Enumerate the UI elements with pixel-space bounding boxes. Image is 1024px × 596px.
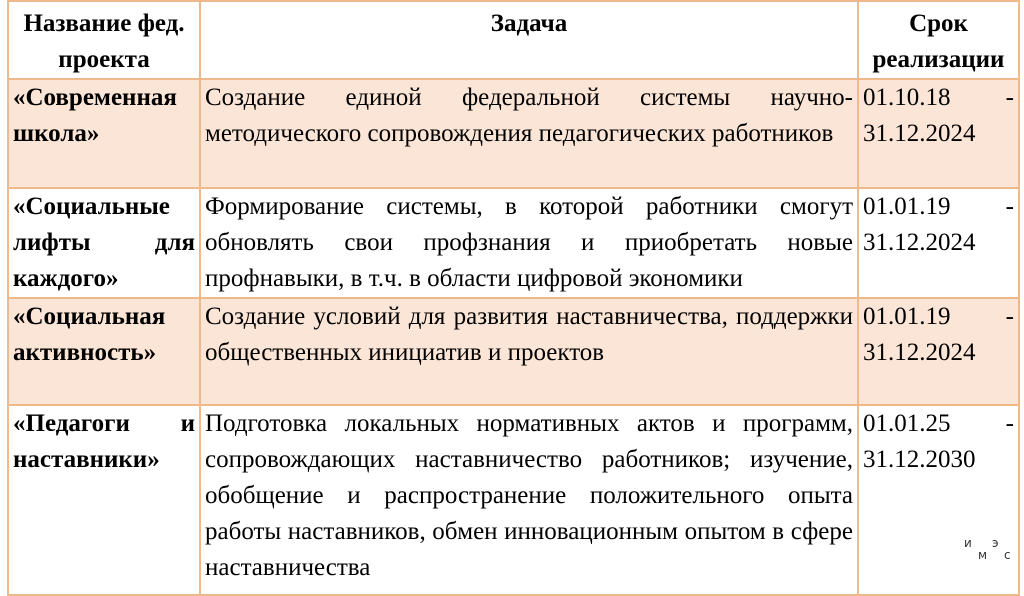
period-end: 31.12.2024 bbox=[863, 339, 976, 366]
project-period bbox=[858, 188, 1019, 298]
table-row bbox=[8, 298, 1019, 405]
period-end: 31.12.2024 bbox=[863, 120, 976, 147]
period-dash: - bbox=[1005, 193, 1014, 220]
period-start: 01.01.19 bbox=[863, 303, 951, 330]
project-name: «Педагоги и наставники» bbox=[8, 405, 200, 595]
imes-logo: и м э с bbox=[964, 536, 1011, 562]
project-period bbox=[858, 298, 1019, 405]
period-end: 31.12.2024 bbox=[863, 229, 976, 256]
period-dash: - bbox=[1005, 410, 1014, 437]
period-start: 01.01.25 bbox=[863, 410, 951, 437]
project-period bbox=[858, 405, 1019, 595]
table-row bbox=[8, 188, 1019, 298]
project-name: «Социальные лифты для каждого» bbox=[8, 188, 200, 298]
period-dash: - bbox=[1005, 84, 1014, 111]
header-task: Задача bbox=[200, 1, 858, 79]
header-period: Срок реализации bbox=[858, 1, 1019, 79]
header-row bbox=[8, 1, 1019, 79]
project-name: «Современная школа» bbox=[8, 79, 200, 188]
project-name: «Социальная активность» bbox=[8, 298, 200, 405]
period-end: 31.12.2030 bbox=[863, 446, 976, 473]
header-name: Название фед. проекта bbox=[8, 1, 200, 79]
project-task: Формирование системы, в которой работники смогут обновлять свои профзнания и приобретать новые профнавыки, в т.ч. в области цифровой экономики bbox=[200, 188, 858, 298]
period-start: 01.10.18 bbox=[863, 84, 951, 111]
table-row bbox=[8, 79, 1019, 188]
period-dash: - bbox=[1005, 303, 1014, 330]
project-task: Создание единой федеральной системы научно-методического сопровождения педагогических работников bbox=[200, 79, 858, 188]
projects-table bbox=[7, 0, 1020, 596]
period-start: 01.01.19 bbox=[863, 193, 951, 220]
project-period bbox=[858, 79, 1019, 188]
table-row bbox=[8, 405, 1019, 595]
project-task: Создание условий для развития наставничества, поддержки общественных инициатив и проектов bbox=[200, 298, 858, 405]
project-task: Подготовка локальных нормативных актов и программ, сопровождающих наставничество работников; изучение, обобщение и распространение положительного опыта работы наставников, обмен инновационным опытом в сфере наставничества bbox=[200, 405, 858, 595]
